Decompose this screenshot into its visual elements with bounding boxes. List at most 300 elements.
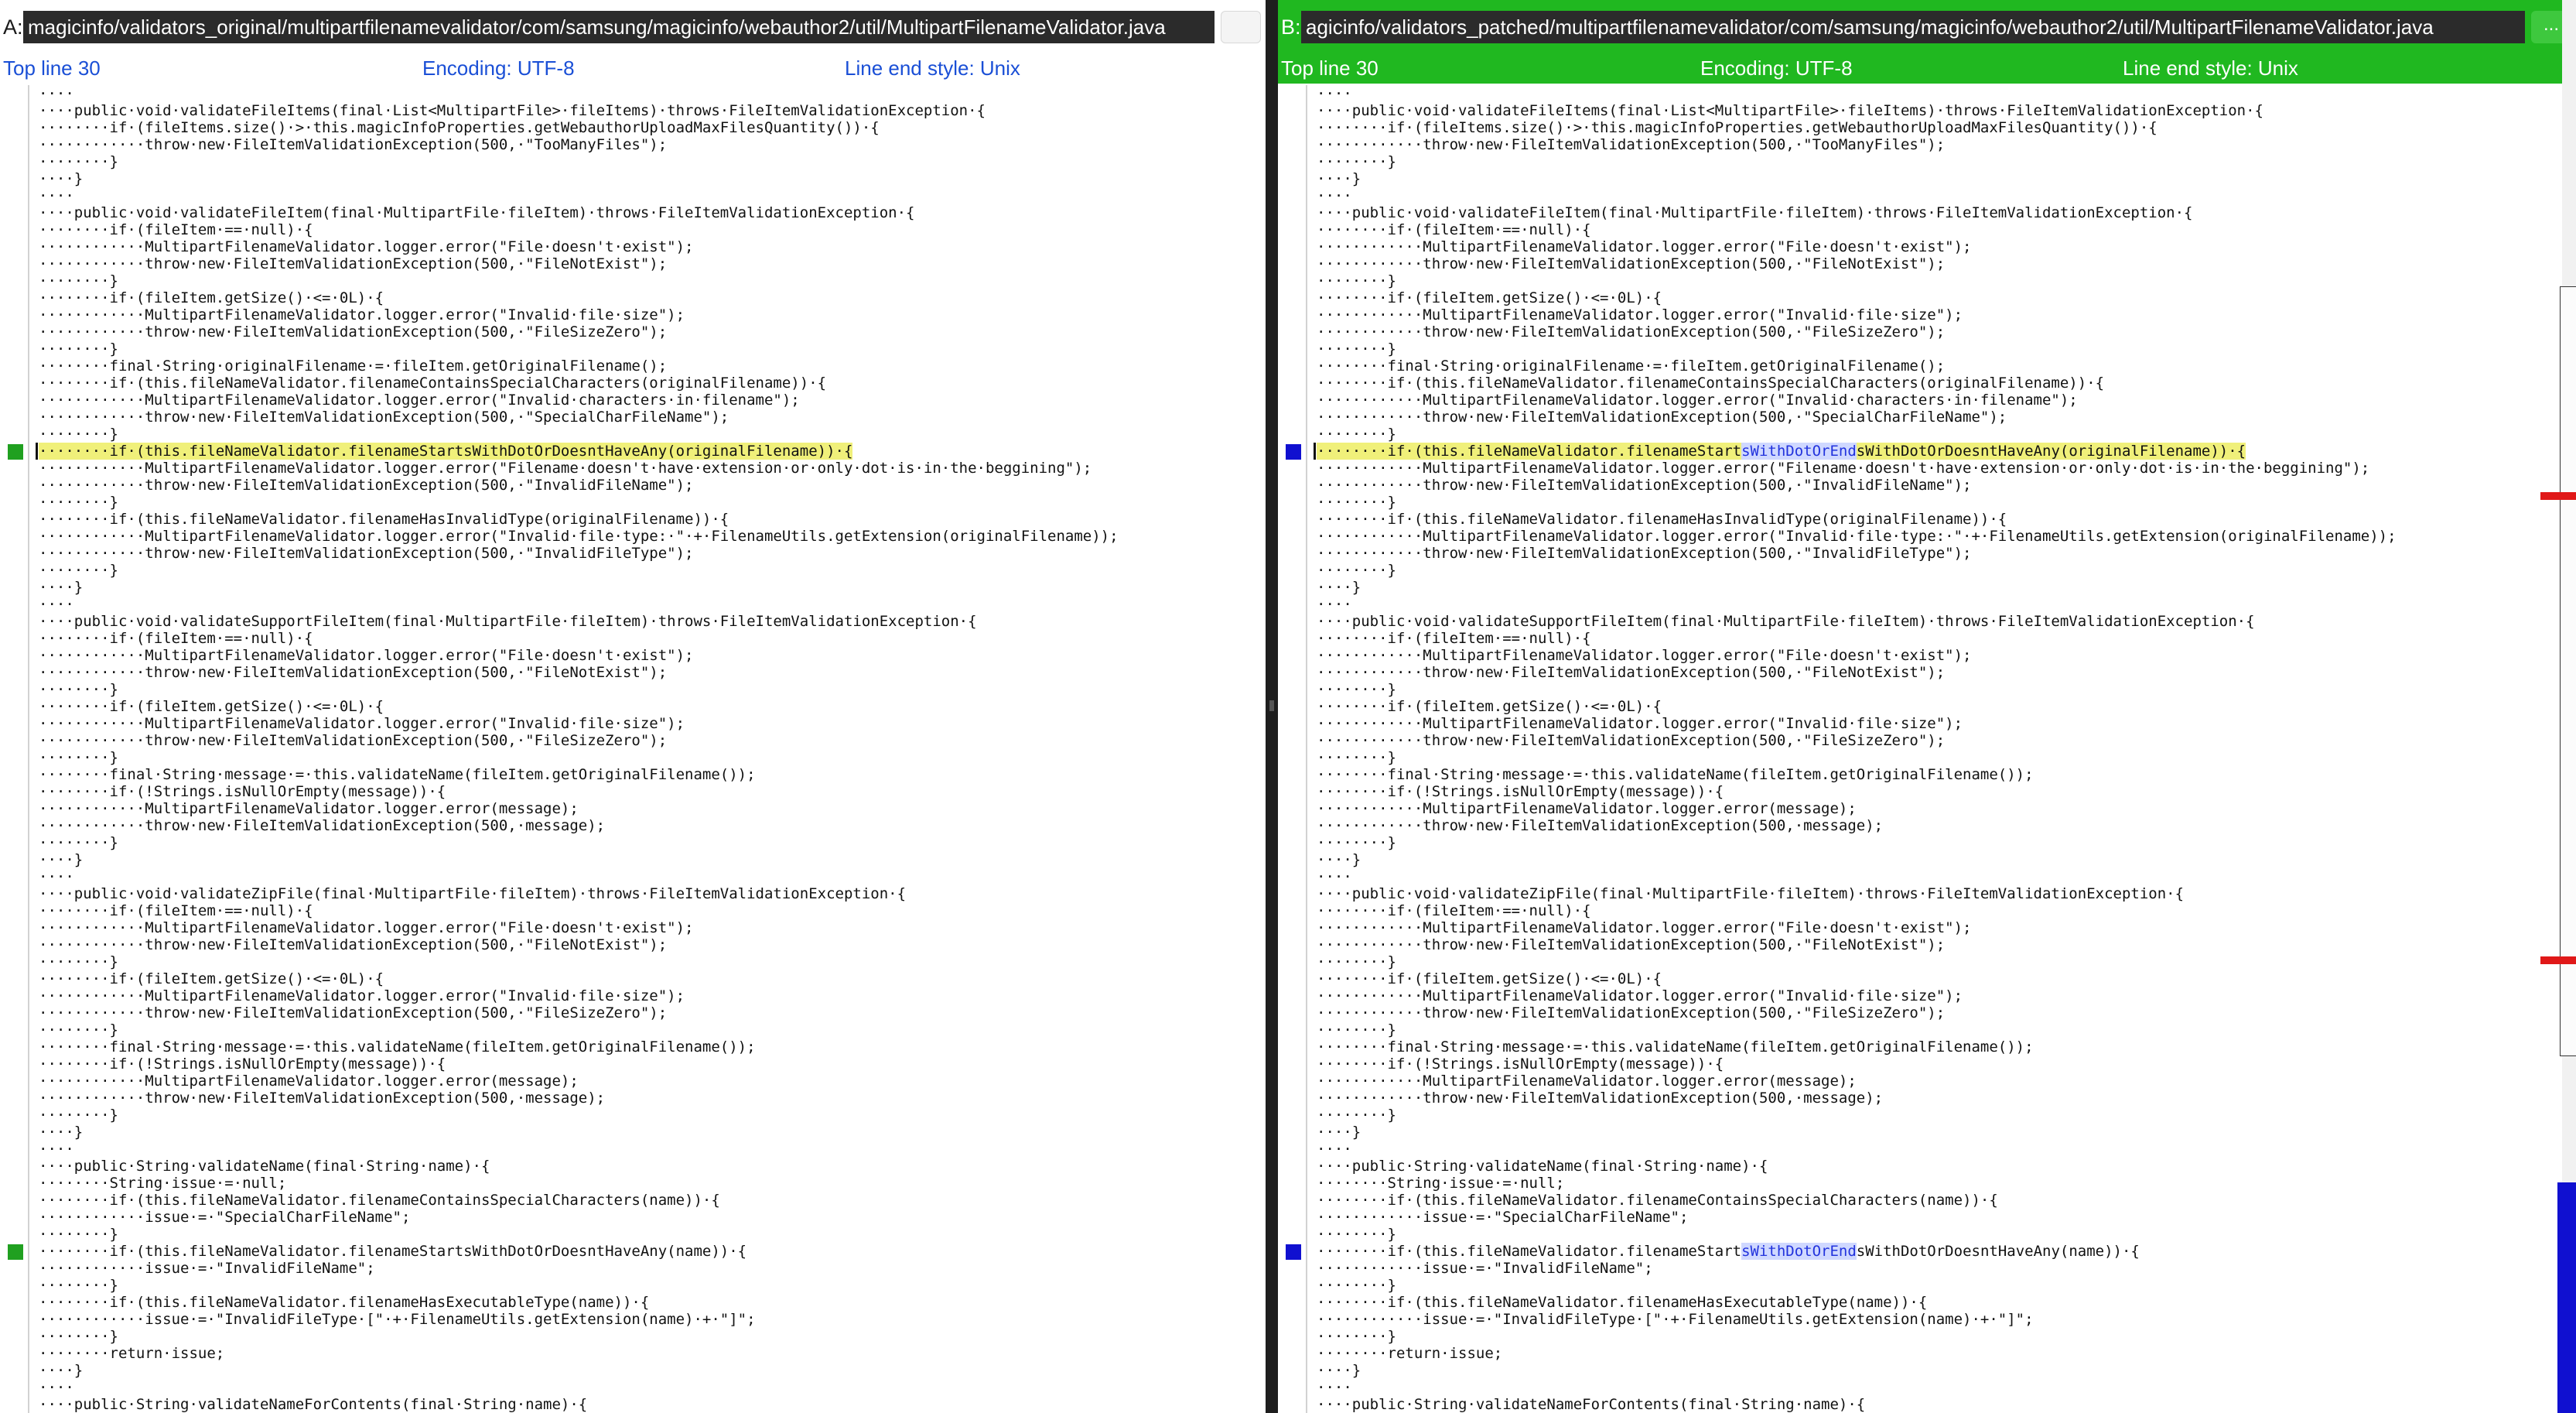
code-text: ···· xyxy=(39,85,74,102)
code-line[interactable] xyxy=(0,1277,1266,1294)
right-path-field[interactable]: agicinfo/validators_patched/multipartfilenamevalidator/com/samsung/magicinfo/webauthor2/util/MultipartFilenameValidator.java xyxy=(1301,11,2525,43)
code-line[interactable] xyxy=(1278,1055,2576,1073)
code-line[interactable] xyxy=(1278,698,2576,715)
code-text: ····public·void·validateFileItem(final·MultipartFile·fileItem)·throws·FileItemValidationException·{ xyxy=(1317,204,2193,221)
code-line[interactable] xyxy=(0,1055,1266,1073)
code-line[interactable] xyxy=(0,1226,1266,1243)
code-text: ········} xyxy=(39,153,118,170)
code-line[interactable] xyxy=(1278,170,2576,187)
code-line[interactable] xyxy=(0,392,1266,409)
code-text: ···· xyxy=(39,1141,74,1158)
code-text: ········} xyxy=(39,340,118,358)
code-line[interactable] xyxy=(1278,783,2576,800)
code-line[interactable] xyxy=(1278,1141,2576,1158)
code-text: ····public·void·validateSupportFileItem(final·MultipartFile·fileItem)·throws·FileItemValidationException·{ xyxy=(39,613,977,630)
code-text: ············throw·new·FileItemValidationException(500,·"TooManyFiles"); xyxy=(1317,136,1946,153)
code-text: ········if·(fileItem.getSize()·<=·0L)·{ xyxy=(39,970,384,987)
code-line[interactable] xyxy=(0,1107,1266,1124)
code-line[interactable] xyxy=(0,1021,1266,1038)
code-text: ············throw·new·FileItemValidationException(500,·"InvalidFileName"); xyxy=(1317,477,1972,494)
code-text: ············MultipartFilenameValidator.logger.error("File·doesn't·exist"); xyxy=(39,238,694,255)
code-line[interactable] xyxy=(0,936,1266,953)
code-text: ········} xyxy=(1317,562,1396,579)
code-line[interactable] xyxy=(0,477,1266,494)
code-line[interactable] xyxy=(1278,732,2576,749)
left-path-button[interactable] xyxy=(1221,11,1261,43)
code-text: ········} xyxy=(1317,834,1396,851)
code-text: ····public·void·validateSupportFileItem(final·MultipartFile·fileItem)·throws·FileItemValidationException·{ xyxy=(1317,613,2255,630)
code-line[interactable] xyxy=(1278,1260,2576,1277)
code-line[interactable] xyxy=(0,1243,1266,1260)
code-line[interactable] xyxy=(0,289,1266,306)
code-text: ············MultipartFilenameValidator.logger.error("Invalid·file·size"); xyxy=(1317,715,1963,732)
code-text: ········} xyxy=(39,562,118,579)
code-text: ········} xyxy=(1317,153,1396,170)
code-text: ············throw·new·FileItemValidationException(500,·"FileSizeZero"); xyxy=(39,732,668,749)
code-line[interactable] xyxy=(1278,545,2576,562)
code-line[interactable] xyxy=(0,579,1266,596)
code-line[interactable] xyxy=(1278,851,2576,868)
code-text: ············MultipartFilenameValidator.logger.error("Invalid·file·type:·"·+·FilenameUtils.getExtension(originalFilename)); xyxy=(39,528,1119,545)
code-line[interactable] xyxy=(0,221,1266,238)
code-text: ············throw·new·FileItemValidationException(500,·"FileNotExist"); xyxy=(39,664,668,681)
code-line[interactable] xyxy=(0,613,1266,630)
code-line[interactable] xyxy=(1278,596,2576,613)
code-line[interactable] xyxy=(1278,204,2576,221)
code-line[interactable] xyxy=(0,596,1266,613)
code-line[interactable] xyxy=(1278,1345,2576,1362)
code-line[interactable] xyxy=(1278,664,2576,681)
code-line[interactable] xyxy=(1278,409,2576,426)
code-text: ············MultipartFilenameValidator.logger.error("Invalid·file·size"); xyxy=(1317,987,1963,1004)
code-text: ············issue·=·"InvalidFileType·["·+·FilenameUtils.getExtension(name)·+·"]"; xyxy=(1317,1311,2034,1328)
code-line[interactable] xyxy=(0,1192,1266,1209)
code-text: ············MultipartFilenameValidator.logger.error(message); xyxy=(1317,1073,1857,1090)
code-line[interactable] xyxy=(1278,1209,2576,1226)
code-line[interactable] xyxy=(0,375,1266,392)
code-line[interactable] xyxy=(0,460,1266,477)
code-line[interactable] xyxy=(0,630,1266,647)
code-text: ····public·void·validateFileItems(final·List<MultipartFile>·fileItems)·throws·FileItemValidationException·{ xyxy=(39,102,986,119)
code-text-after: sWithDotOrDoesntHaveAny(name))·{ xyxy=(1856,1243,2140,1260)
code-line[interactable] xyxy=(0,272,1266,289)
code-line[interactable] xyxy=(0,919,1266,936)
code-text: ····} xyxy=(39,579,84,596)
code-text: ········if·(fileItem.getSize()·<=·0L)·{ xyxy=(1317,970,1662,987)
code-text: ············MultipartFilenameValidator.logger.error("File·doesn't·exist"); xyxy=(39,919,694,936)
code-line[interactable] xyxy=(0,545,1266,562)
overview-change-marker[interactable] xyxy=(2540,492,2576,500)
code-line[interactable] xyxy=(0,1396,1266,1413)
code-line[interactable] xyxy=(1278,238,2576,255)
code-line[interactable] xyxy=(1278,426,2576,443)
code-line[interactable] xyxy=(1278,221,2576,238)
code-text: ········} xyxy=(39,834,118,851)
code-text: ········} xyxy=(39,1226,118,1243)
code-line[interactable] xyxy=(0,204,1266,221)
left-line-end-style: Line end style: Unix xyxy=(845,56,1020,80)
inserted-text: sWithDotOrEnd xyxy=(1741,1243,1857,1260)
code-line[interactable] xyxy=(0,1379,1266,1396)
code-line[interactable] xyxy=(1278,1379,2576,1396)
code-line[interactable] xyxy=(0,1260,1266,1277)
code-line[interactable] xyxy=(1278,953,2576,970)
code-text: ········if·(this.fileNameValidator.filenameContainsSpecialCharacters(name))·{ xyxy=(1317,1192,1998,1209)
code-text xyxy=(1317,1243,2140,1260)
left-top-line: Top line 30 xyxy=(3,56,101,80)
code-line[interactable] xyxy=(1278,119,2576,136)
code-line[interactable] xyxy=(1278,970,2576,987)
code-text: ············MultipartFilenameValidator.logger.error("Invalid·file·type:·"·+·FilenameUtils.getExtension(originalFilename)); xyxy=(1317,528,2397,545)
code-line[interactable] xyxy=(0,136,1266,153)
code-line[interactable] xyxy=(0,409,1266,426)
code-line[interactable] xyxy=(0,868,1266,885)
code-text: ········if·(!Strings.isNullOrEmpty(message))·{ xyxy=(1317,783,1724,800)
code-line[interactable] xyxy=(0,306,1266,323)
code-line[interactable] xyxy=(0,783,1266,800)
code-text: ········if·(this.fileNameValidator.filenameStartsWithDotOrDoesntHaveAny(name))·{ xyxy=(39,1243,747,1260)
code-text: ············throw·new·FileItemValidationException(500,·message); xyxy=(1317,817,1884,834)
code-line[interactable] xyxy=(0,511,1266,528)
code-line[interactable] xyxy=(1278,460,2576,477)
code-line[interactable] xyxy=(0,1362,1266,1379)
code-text: ········if·(this.fileNameValidator.filenameHasExecutableType(name))·{ xyxy=(1317,1294,1928,1311)
code-text: ····} xyxy=(1317,1124,1361,1141)
code-text: ········if·(!Strings.isNullOrEmpty(message))·{ xyxy=(39,783,446,800)
code-line[interactable] xyxy=(1278,511,2576,528)
code-line[interactable] xyxy=(0,528,1266,545)
code-text: ········if·(!Strings.isNullOrEmpty(message))·{ xyxy=(1317,1055,1724,1073)
code-line[interactable] xyxy=(0,1090,1266,1107)
code-text: ········if·(fileItems.size()·>·this.magicInfoProperties.getWebauthorUploadMaxFilesQuantity())·{ xyxy=(39,119,880,136)
code-text: ········if·(this.fileNameValidator.filenameHasInvalidType(originalFilename))·{ xyxy=(1317,511,2007,528)
code-line[interactable] xyxy=(0,85,1266,102)
code-text: ············throw·new·FileItemValidationException(500,·"InvalidFileType"); xyxy=(1317,545,1972,562)
code-text: ············issue·=·"InvalidFileName"; xyxy=(39,1260,375,1277)
code-line[interactable] xyxy=(1278,272,2576,289)
code-text: ········if·(fileItem.getSize()·<=·0L)·{ xyxy=(1317,289,1662,306)
code-text: ···· xyxy=(1317,1379,1352,1396)
code-text: ········} xyxy=(1317,749,1396,766)
code-text: ····} xyxy=(39,1362,84,1379)
code-text: ············issue·=·"SpecialCharFileName"; xyxy=(1317,1209,1689,1226)
code-line[interactable] xyxy=(1278,494,2576,511)
left-code-view[interactable] xyxy=(0,85,1266,1413)
code-line[interactable] xyxy=(1278,1090,2576,1107)
code-line[interactable] xyxy=(1278,1175,2576,1192)
code-text: ········} xyxy=(1317,340,1396,358)
code-text: ············throw·new·FileItemValidationException(500,·"FileSizeZero"); xyxy=(1317,323,1946,340)
code-text: ···· xyxy=(1317,1141,1352,1158)
code-text: ········} xyxy=(1317,1107,1396,1124)
code-text: ········} xyxy=(39,749,118,766)
code-line[interactable] xyxy=(0,732,1266,749)
code-line[interactable] xyxy=(1278,85,2576,102)
right-side-label: B: xyxy=(1281,15,1301,39)
code-line[interactable] xyxy=(1278,562,2576,579)
code-line[interactable] xyxy=(0,885,1266,902)
code-text: ····public·String·validateName(final·String·name)·{ xyxy=(1317,1158,1768,1175)
code-line[interactable] xyxy=(0,255,1266,272)
code-line[interactable] xyxy=(0,119,1266,136)
code-line[interactable] xyxy=(0,681,1266,698)
right-top-line: Top line 30 xyxy=(1281,56,1379,80)
code-text: ········final·String·originalFilename·=·fileItem.getOriginalFilename(); xyxy=(39,358,668,375)
code-text: ········if·(fileItem·==·null)·{ xyxy=(1317,221,1591,238)
code-line[interactable] xyxy=(0,170,1266,187)
code-text: ····} xyxy=(39,170,84,187)
code-line[interactable] xyxy=(1278,340,2576,358)
code-line[interactable] xyxy=(0,340,1266,358)
right-info-bar xyxy=(1278,54,2576,84)
code-line[interactable] xyxy=(1278,1192,2576,1209)
code-text: ············throw·new·FileItemValidationException(500,·"FileNotExist"); xyxy=(39,936,668,953)
code-text: ········} xyxy=(1317,953,1396,970)
code-line[interactable] xyxy=(1278,153,2576,170)
code-line[interactable] xyxy=(0,443,1266,460)
code-line[interactable] xyxy=(1278,1004,2576,1021)
code-line[interactable] xyxy=(1278,817,2576,834)
code-line[interactable] xyxy=(1278,630,2576,647)
code-line[interactable] xyxy=(0,851,1266,868)
code-line[interactable] xyxy=(0,426,1266,443)
code-line[interactable] xyxy=(0,664,1266,681)
left-path-bar xyxy=(0,0,1266,54)
code-line[interactable] xyxy=(1278,1073,2576,1090)
code-text: ····public·void·validateFileItems(final·List<MultipartFile>·fileItems)·throws·FileItemValidationException·{ xyxy=(1317,102,2263,119)
code-text: ····} xyxy=(39,1124,84,1141)
code-text: ········if·(fileItem.getSize()·<=·0L)·{ xyxy=(39,289,384,306)
code-text: ········if·(fileItem.getSize()·<=·0L)·{ xyxy=(1317,698,1662,715)
code-text: ········String·issue·=·null; xyxy=(39,1175,287,1192)
code-line[interactable] xyxy=(1278,358,2576,375)
code-line[interactable] xyxy=(0,1175,1266,1192)
code-line[interactable] xyxy=(0,358,1266,375)
code-text: ········} xyxy=(1317,1021,1396,1038)
code-line[interactable] xyxy=(0,953,1266,970)
code-text: ········if·(fileItem·==·null)·{ xyxy=(39,221,313,238)
code-line[interactable] xyxy=(0,153,1266,170)
code-text: ········final·String·message·=·this.validateName(fileItem.getOriginalFilename()); xyxy=(39,1038,756,1055)
code-line[interactable] xyxy=(1278,1328,2576,1345)
code-text: ····} xyxy=(1317,579,1361,596)
code-text: ········if·(fileItem·==·null)·{ xyxy=(1317,630,1591,647)
diff-marker[interactable] xyxy=(1286,444,1301,460)
overview-change-marker[interactable] xyxy=(2540,956,2576,964)
code-line[interactable] xyxy=(1278,306,2576,323)
code-line[interactable] xyxy=(0,987,1266,1004)
code-line[interactable] xyxy=(1278,1243,2576,1260)
code-text: ············MultipartFilenameValidator.logger.error("File·doesn't·exist"); xyxy=(39,647,694,664)
code-line[interactable] xyxy=(0,1124,1266,1141)
code-text: ········if·(fileItem·==·null)·{ xyxy=(39,902,313,919)
code-line[interactable] xyxy=(1278,136,2576,153)
left-pane xyxy=(0,0,1266,1413)
diff-marker[interactable] xyxy=(8,1244,23,1260)
code-line[interactable] xyxy=(1278,647,2576,664)
code-line[interactable] xyxy=(0,970,1266,987)
code-line[interactable] xyxy=(1278,1021,2576,1038)
code-line[interactable] xyxy=(0,1209,1266,1226)
code-line[interactable] xyxy=(0,323,1266,340)
code-line[interactable] xyxy=(1278,1158,2576,1175)
code-line[interactable] xyxy=(1278,187,2576,204)
code-line[interactable] xyxy=(1278,1226,2576,1243)
code-text: ···· xyxy=(39,1379,74,1396)
code-line[interactable] xyxy=(1278,1396,2576,1413)
code-line[interactable] xyxy=(0,800,1266,817)
code-text: ········if·(!Strings.isNullOrEmpty(message))·{ xyxy=(39,1055,446,1073)
right-line-end-style: Line end style: Unix xyxy=(2123,56,2298,80)
code-line[interactable] xyxy=(0,494,1266,511)
code-text: ············MultipartFilenameValidator.logger.error("Invalid·characters·in·filename"); xyxy=(1317,392,2078,409)
code-line[interactable] xyxy=(1278,102,2576,119)
code-text: ···· xyxy=(39,868,74,885)
code-line[interactable] xyxy=(1278,987,2576,1004)
overview-viewport[interactable] xyxy=(2560,286,2576,1056)
code-line[interactable] xyxy=(0,562,1266,579)
code-line[interactable] xyxy=(0,187,1266,204)
code-line[interactable] xyxy=(1278,1294,2576,1311)
code-text: ············throw·new·FileItemValidationException(500,·"FileSizeZero"); xyxy=(39,323,668,340)
code-line[interactable] xyxy=(1278,681,2576,698)
code-text: ········String·issue·=·null; xyxy=(1317,1175,1565,1192)
code-text: ············MultipartFilenameValidator.logger.error("Invalid·characters·in·filename"); xyxy=(39,392,800,409)
code-line[interactable] xyxy=(0,1141,1266,1158)
code-text: ············issue·=·"InvalidFileType·["·+·FilenameUtils.getExtension(name)·+·"]"; xyxy=(39,1311,756,1328)
code-line[interactable] xyxy=(0,1158,1266,1175)
code-line[interactable] xyxy=(0,102,1266,119)
code-text: ············MultipartFilenameValidator.logger.error("File·doesn't·exist"); xyxy=(1317,919,1972,936)
inserted-text: sWithDotOrEnd xyxy=(1741,443,1857,460)
diff-marker[interactable] xyxy=(8,444,23,460)
code-line[interactable] xyxy=(0,1311,1266,1328)
right-path-bar xyxy=(1278,0,2576,54)
code-text: ········return·issue; xyxy=(39,1345,225,1362)
overview-position-thumb[interactable] xyxy=(2557,1182,2576,1413)
code-text: ····} xyxy=(1317,170,1361,187)
code-line[interactable] xyxy=(1278,1107,2576,1124)
code-text: ············MultipartFilenameValidator.logger.error("Invalid·file·size"); xyxy=(39,715,685,732)
code-line[interactable] xyxy=(0,749,1266,766)
code-line[interactable] xyxy=(1278,800,2576,817)
code-text: ····public·String·validateNameForContents(final·String·name)·{ xyxy=(1317,1396,1866,1413)
code-text: ············throw·new·FileItemValidationException(500,·message); xyxy=(39,817,606,834)
code-line[interactable] xyxy=(0,698,1266,715)
code-line[interactable] xyxy=(1278,579,2576,596)
code-line[interactable] xyxy=(1278,902,2576,919)
diff-marker[interactable] xyxy=(1286,1244,1301,1260)
code-text: ···· xyxy=(1317,596,1352,613)
code-text: ········} xyxy=(39,1107,118,1124)
code-line[interactable] xyxy=(1278,1124,2576,1141)
code-line[interactable] xyxy=(0,715,1266,732)
code-text: ············throw·new·FileItemValidationException(500,·"InvalidFileType"); xyxy=(39,545,694,562)
code-line[interactable] xyxy=(0,902,1266,919)
code-line[interactable] xyxy=(1278,323,2576,340)
code-line[interactable] xyxy=(1278,885,2576,902)
code-line[interactable] xyxy=(1278,749,2576,766)
left-side-label: A: xyxy=(3,15,23,39)
code-line[interactable] xyxy=(1278,392,2576,409)
code-text: ············issue·=·"SpecialCharFileName"; xyxy=(39,1209,411,1226)
code-text: ········final·String·message·=·this.validateName(fileItem.getOriginalFilename()); xyxy=(39,766,756,783)
code-line[interactable] xyxy=(1278,766,2576,783)
code-text: ············throw·new·FileItemValidationException(500,·message); xyxy=(39,1090,606,1107)
code-text: ········if·(this.fileNameValidator.filenameHasInvalidType(originalFilename))·{ xyxy=(39,511,729,528)
code-line[interactable] xyxy=(0,1004,1266,1021)
code-text: ············throw·new·FileItemValidationException(500,·"SpecialCharFileName"); xyxy=(39,409,729,426)
right-code-view[interactable] xyxy=(1278,85,2576,1413)
code-line[interactable] xyxy=(0,1294,1266,1311)
code-text: ············throw·new·FileItemValidationException(500,·message); xyxy=(1317,1090,1884,1107)
code-line[interactable] xyxy=(1278,375,2576,392)
code-line[interactable] xyxy=(0,766,1266,783)
code-line[interactable] xyxy=(1278,1311,2576,1328)
code-line[interactable] xyxy=(1278,613,2576,630)
code-line[interactable] xyxy=(1278,443,2576,460)
code-line[interactable] xyxy=(1278,477,2576,494)
code-line[interactable] xyxy=(0,1038,1266,1055)
code-line[interactable] xyxy=(1278,289,2576,306)
code-line[interactable] xyxy=(1278,715,2576,732)
text-cursor xyxy=(1314,443,1316,460)
code-text: ········if·(fileItem·==·null)·{ xyxy=(39,630,313,647)
code-text: ············MultipartFilenameValidator.logger.error("Filename·doesn't·have·extension·or·only·dot·is·in·the·beggining"); xyxy=(1317,460,2370,477)
code-text: ········return·issue; xyxy=(1317,1345,1503,1362)
code-line[interactable] xyxy=(0,817,1266,834)
code-text: ········} xyxy=(39,1328,118,1345)
code-text: ············MultipartFilenameValidator.logger.error("Invalid·file·size"); xyxy=(39,987,685,1004)
code-text: ····public·void·validateZipFile(final·MultipartFile·fileItem)·throws·FileItemValidationException·{ xyxy=(39,885,907,902)
code-text: ············throw·new·FileItemValidationException(500,·"FileSizeZero"); xyxy=(1317,1004,1946,1021)
code-text: ········} xyxy=(39,272,118,289)
code-line[interactable] xyxy=(1278,868,2576,885)
splitter-grip[interactable] xyxy=(1269,700,1274,711)
code-text: ········} xyxy=(1317,1328,1396,1345)
code-text: ············MultipartFilenameValidator.logger.error(message); xyxy=(39,800,579,817)
code-line[interactable] xyxy=(0,238,1266,255)
code-text: ········final·String·originalFilename·=·fileItem.getOriginalFilename(); xyxy=(1317,358,1946,375)
code-text: ········} xyxy=(39,1277,118,1294)
code-text: ············MultipartFilenameValidator.logger.error("File·doesn't·exist"); xyxy=(1317,647,1972,664)
code-line[interactable] xyxy=(0,834,1266,851)
code-text: ········final·String·message·=·this.validateName(fileItem.getOriginalFilename()); xyxy=(1317,766,2034,783)
code-line[interactable] xyxy=(0,647,1266,664)
code-line[interactable] xyxy=(1278,1277,2576,1294)
left-encoding: Encoding: UTF-8 xyxy=(422,56,575,80)
left-path-field[interactable]: magicinfo/validators_original/multipartfilenamevalidator/com/samsung/magicinfo/webauthor2/util/MultipartFilenameValidator.java xyxy=(23,11,1215,43)
code-line[interactable] xyxy=(1278,255,2576,272)
code-line[interactable] xyxy=(1278,936,2576,953)
code-line[interactable] xyxy=(1278,1038,2576,1055)
code-line[interactable] xyxy=(0,1345,1266,1362)
code-line[interactable] xyxy=(1278,919,2576,936)
code-text: ····public·void·validateFileItem(final·MultipartFile·fileItem)·throws·FileItemValidationException·{ xyxy=(39,204,915,221)
code-text: ············throw·new·FileItemValidationException(500,·"FileSizeZero"); xyxy=(1317,732,1946,749)
text-cursor xyxy=(36,443,38,460)
code-text: ····} xyxy=(1317,851,1361,868)
more-button[interactable]: ... xyxy=(2531,11,2571,43)
code-text: ········} xyxy=(1317,494,1396,511)
code-line[interactable] xyxy=(1278,528,2576,545)
code-line[interactable] xyxy=(1278,1362,2576,1379)
code-text: ········if·(fileItem.getSize()·<=·0L)·{ xyxy=(39,698,384,715)
code-line[interactable] xyxy=(1278,834,2576,851)
code-text: ········if·(fileItems.size()·>·this.magicInfoProperties.getWebauthorUploadMaxFilesQuantity())·{ xyxy=(1317,119,2157,136)
code-line[interactable] xyxy=(0,1328,1266,1345)
code-line[interactable] xyxy=(0,1073,1266,1090)
